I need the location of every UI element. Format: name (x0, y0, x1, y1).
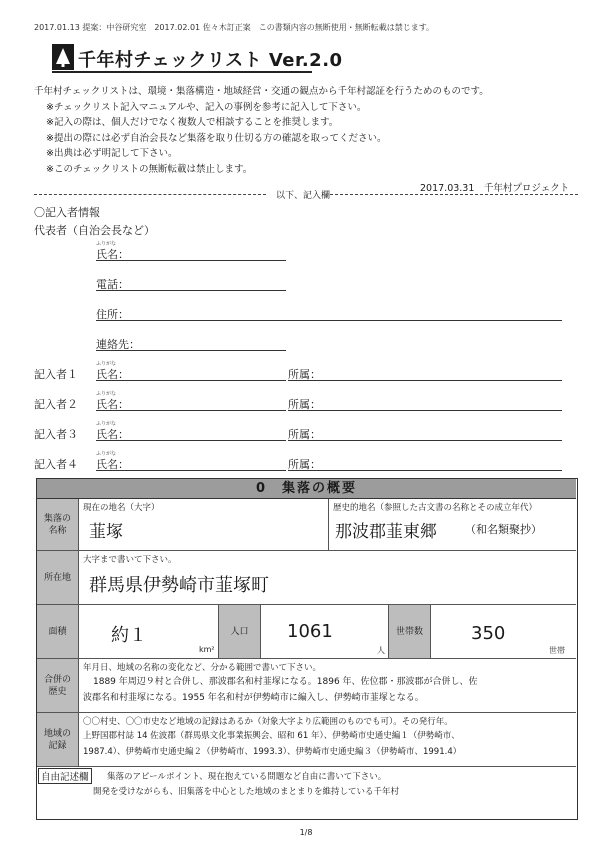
furigana-label: ふりがな (96, 451, 117, 457)
rep-phone-field[interactable] (96, 290, 286, 291)
area-label-cell (37, 605, 79, 659)
village-overview-table (36, 478, 578, 820)
recorder-2-name-label: 氏名： (96, 398, 129, 411)
merger-label-cell (37, 659, 79, 713)
furigana-label: ふりがな (96, 361, 117, 367)
recorder-2-label: 記入者２ (34, 398, 78, 411)
population-cell[interactable] (261, 605, 389, 659)
intro-note: ※このチェックリストの無断転載は禁止します。 (46, 163, 253, 175)
recorder-4-affiliation-field[interactable] (288, 470, 562, 471)
recorder-2-name-field[interactable] (96, 410, 286, 411)
rep-name-label: 氏名： (96, 248, 129, 261)
rep-name-field[interactable] (96, 260, 286, 261)
recorder-3-affiliation-field[interactable] (288, 440, 562, 441)
area-unit: km² (199, 645, 215, 654)
recorder-section-title: 〇記入者情報 (34, 206, 100, 219)
separator-label: 以下、記入欄 (276, 191, 331, 201)
area-label: 面積 (48, 626, 67, 637)
recorder-1-affiliation-label: 所属： (288, 368, 321, 381)
location-hint: 大字まで書いて下さい。 (83, 555, 177, 565)
current-name-value: 韮塚 (89, 522, 123, 542)
historic-name-source: （和名類聚抄） (465, 523, 542, 536)
furigana-label: ふりがな (96, 241, 117, 247)
intro-note: ※チェックリスト記入マニュアルや、記入の事例を参考に記入して下さい。 (46, 101, 367, 113)
recorder-4-affiliation-label: 所属： (288, 458, 321, 471)
intro-text (34, 84, 489, 177)
rep-contact-label: 連絡先： (96, 338, 140, 351)
households-cell[interactable] (431, 605, 576, 659)
village-name-label: 集落の名称 (43, 513, 71, 536)
households-unit: 世帯 (549, 646, 565, 655)
intro-paragraph: 千年村チェックリストは、環境・集落構造・地域経営・交通の観点から千年村認証を行うためのものです。 (34, 86, 489, 97)
recorder-1-affiliation-field[interactable] (288, 380, 562, 381)
records-text-line: 1987.4）、伊勢崎市史通史編２（伊勢崎市、1993.3）、伊勢崎市史通史編３（伊勢崎市、1991.4） (83, 747, 462, 757)
population-label: 人口 (230, 626, 249, 637)
logo-icon (52, 44, 74, 70)
recorder-1-label: 記入者１ (34, 368, 78, 381)
merger-label: 合併の歴史 (43, 674, 71, 697)
furigana-label: ふりがな (96, 421, 117, 427)
free-description-text: 開発を受けながらも、旧集落を中心とした地域のまとまりを維持している千年村 (93, 787, 400, 797)
records-label: 地域の記録 (43, 728, 71, 751)
furigana-label: ふりがな (96, 391, 117, 397)
free-description-hint: 集落のアピールポイント、現在抱えている問題など自由に書いて下さい。 (107, 772, 387, 782)
rep-phone-label: 電話： (96, 278, 129, 291)
recorder-4-name-label: 氏名： (96, 458, 129, 471)
households-label: 世帯数 (395, 626, 423, 637)
historic-name-label: 歴史的地名（参照した古文書の名称とその成立年代） (333, 503, 538, 513)
population-label-cell (219, 605, 261, 659)
header-note: 2017.01.13 提案：中谷研究室 2017.02.01 佐々木訂正案 この書類内容の無断使用・無断転載は禁じます。 (34, 23, 435, 32)
records-text-line: 上野国郡村誌 14 佐波郡（群馬県文化事業振興会、昭和 61 年）、伊勢崎市史通史編１（伊勢崎市、 (83, 731, 460, 741)
rep-address-label: 住所： (96, 308, 129, 321)
records-label-cell (37, 713, 79, 767)
merger-cell[interactable] (79, 659, 576, 713)
location-value: 群馬県伊勢崎市韮塚町 (89, 575, 269, 596)
current-name-label: 現在の地名（大字） (83, 503, 160, 513)
area-value: 約１ (111, 625, 147, 646)
page-title: 千年村チェックリスト Ver.2.0 (78, 50, 343, 71)
separator-dash-right (330, 194, 578, 195)
intro-note: ※記入の際は、個人だけでなく複数人で相談することを推奨します。 (46, 117, 339, 128)
merger-hint: 年月日、地域の名称の変化など、分かる範囲で書いて下さい。 (83, 663, 322, 673)
free-description-label: 自由記述欄 (38, 768, 92, 784)
recorder-3-affiliation-label: 所属： (288, 428, 321, 441)
population-value: 1061 (287, 621, 333, 642)
location-label: 所在地 (43, 572, 71, 583)
area-cell[interactable] (79, 605, 219, 659)
recorder-3-label: 記入者３ (34, 428, 78, 441)
intro-note: ※提出の際には必ず自治会長など集落を取り仕切る方の確認を取ってください。 (46, 132, 387, 144)
recorder-3-name-field[interactable] (96, 440, 286, 441)
location-label-cell (37, 551, 79, 605)
intro-note: ※出典は必ず明記して下さい。 (46, 148, 178, 159)
title-underline (52, 71, 312, 73)
recorder-2-affiliation-field[interactable] (288, 410, 562, 411)
free-description-cell[interactable] (37, 767, 576, 818)
recorder-3-name-label: 氏名： (96, 428, 129, 441)
recorder-1-name-label: 氏名： (96, 368, 129, 381)
records-hint: 〇〇村史、〇〇市史など地域の記録はあるか（対象大字より広範囲のものでも可）。その発行年。 (83, 717, 453, 727)
households-label-cell (389, 605, 431, 659)
rep-address-field[interactable] (96, 320, 562, 321)
separator-dash-left (34, 194, 266, 195)
recorder-2-affiliation-label: 所属： (288, 398, 321, 411)
merger-text-line: 1889 年周辺９村と合併し、那波郡名和村韮塚になる。1896 年、佐位郡・那波郡が合併し、佐 (93, 677, 478, 687)
recorder-4-name-field[interactable] (96, 470, 286, 471)
records-cell[interactable] (79, 713, 576, 767)
recorder-1-name-field[interactable] (96, 380, 286, 381)
current-name-cell[interactable] (79, 499, 329, 551)
location-cell[interactable] (79, 551, 576, 605)
representative-label: 代表者（自治会長など） (34, 224, 155, 237)
historic-name-cell[interactable] (329, 499, 576, 551)
historic-name-value: 那波郡韮東郷 (335, 522, 437, 542)
merger-text-line: 波郡名和村韮塚になる。1955 年名和村が伊勢崎市に編入し、伊勢崎市韮塚となる。 (83, 693, 424, 703)
table-title: 0 集落の概要 (37, 479, 576, 499)
date-line: 2017.03.31 千年村プロジェクト (420, 183, 570, 194)
rep-contact-field[interactable] (96, 350, 286, 351)
page-number: 1/8 (299, 828, 313, 837)
households-value: 350 (471, 623, 506, 644)
village-name-label-cell (37, 499, 79, 551)
population-unit: 人 (377, 646, 385, 655)
recorder-4-label: 記入者４ (34, 458, 78, 471)
